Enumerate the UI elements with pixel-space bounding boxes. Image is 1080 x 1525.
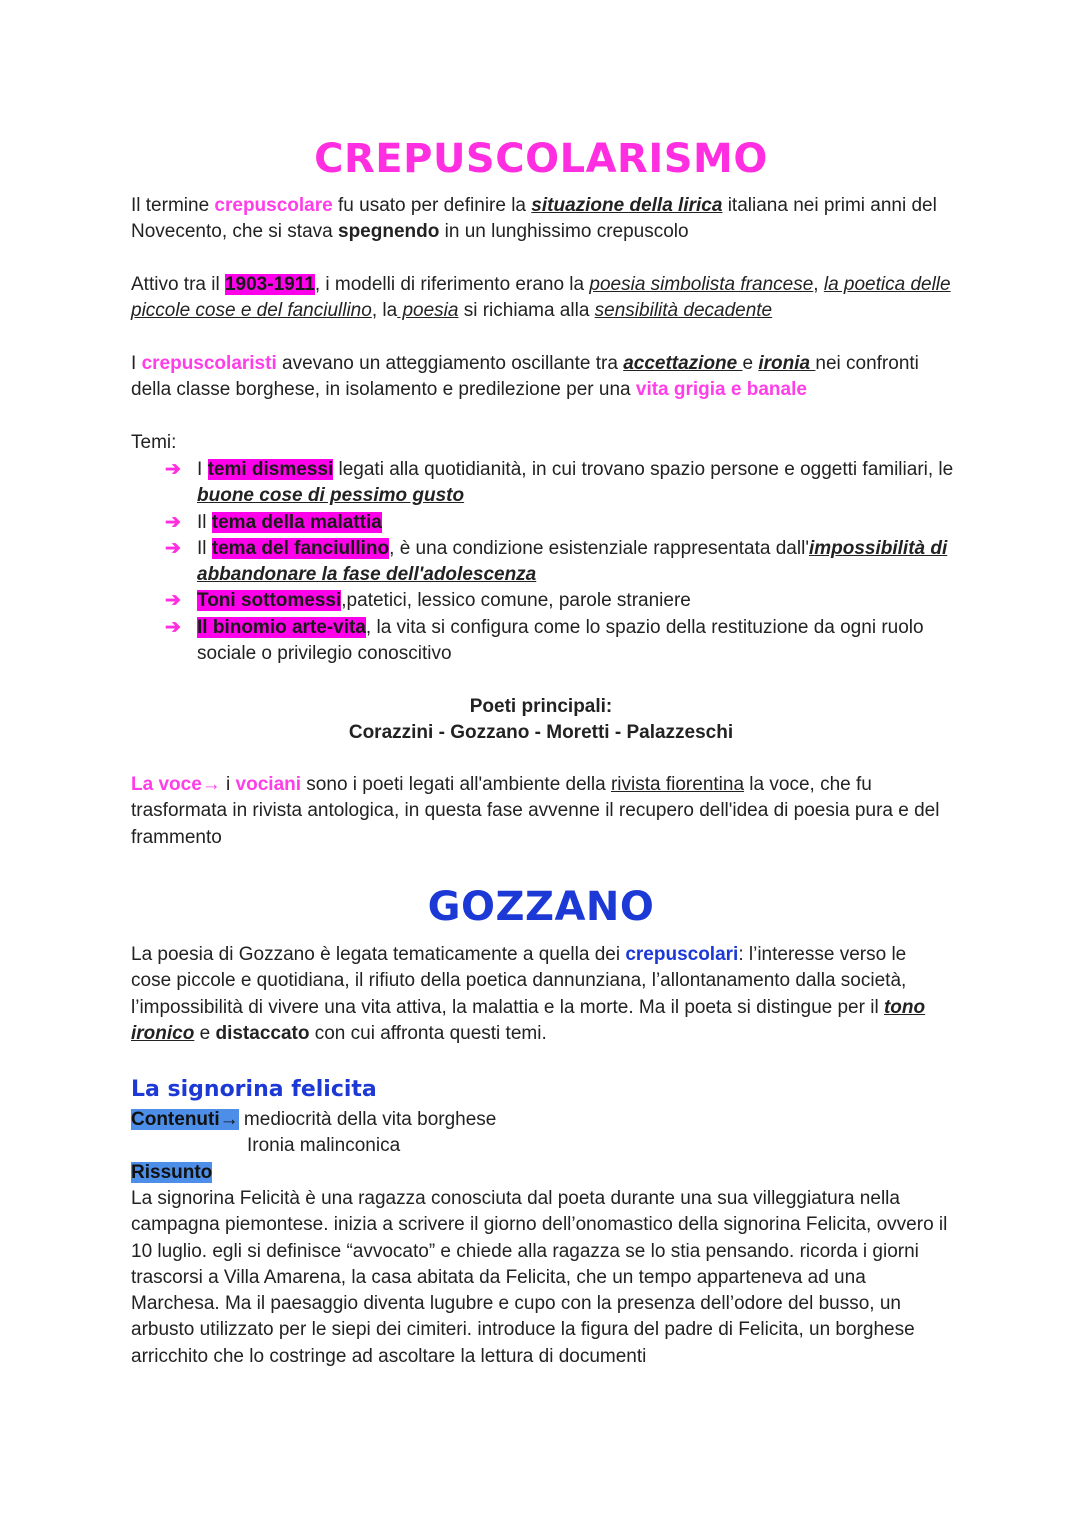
- list-item: ➔ I temi dismessi legati alla quotidianità, in cui trovano spazio persone e oggetti familiari, le buone cose di pessimo gusto: [165, 459, 954, 507]
- arrow-icon: →: [201, 774, 221, 795]
- title-gozzano: GOZZANO: [427, 884, 655, 930]
- arrow-bullet-icon: ➔: [165, 459, 181, 480]
- term-crepuscolare: crepuscolare: [214, 195, 333, 216]
- arrow-bullet-icon: ➔: [165, 537, 181, 559]
- label-contenuti: Contenuti: [131, 1109, 220, 1130]
- list-item: ➔ Toni sottomessi,patetici, lessico comune, parole straniere: [165, 588, 955, 614]
- poets-names: Corazzini - Gozzano - Moretti - Palazzeschi: [348, 722, 734, 743]
- list-item: ➔ Il tema della malattia: [165, 510, 955, 536]
- arrow-bullet-icon: ➔: [165, 616, 181, 638]
- list-item: ➔ Il binomio arte-vita, la vita si configura come lo spazio della restituzione da ogni ruolo sociale o privilegio conoscitivo: [165, 616, 924, 665]
- themes-list: [165, 457, 955, 667]
- paragraph-period: Attivo tra il 1903-1911, i modelli di riferimento erano la poesia simbolista francese, la poetica delle piccole cose e del fanciullino, la poesia si richiama alla sensibilità decadente: [131, 274, 951, 322]
- paragraph-rissunto: La signorina Felicità è una ragazza conosciuta dal poeta durante una sua villeggiatura nella campagna piemontese. inizia a scrivere il giorno dell’onomastico della signorina Felicita, ovvero il 10 luglio. egli si definisce “avvocato” e chiede alla ragazza se lo stia pensando. ricorda i giorni trascorsi a Villa Amarena, la casa abitata da Felicita, che un tempo apparteneva ad una Marchesa. Ma il paesaggio diventa lugubre e cupo con la presenza dell’odore del busso, un arbusto utilizzato per le siepi dei cimiteri. introduce la figura del padre di Felicita, un borghese arricchito che lo costringe ad ascoltare la lettura di documenti: [131, 1188, 948, 1367]
- arrow-icon: →: [219, 1109, 239, 1130]
- rissunto-label-line: [131, 1160, 951, 1186]
- paragraph-attitude: I crepuscolaristi avevano un atteggiamento oscillante tra accettazione e ironia nei confronti della classe borghese, in isolamento e predilezione per una vita grigia e banale: [131, 353, 919, 401]
- subtitle-signorina-felicita: La signorina felicita: [131, 1077, 377, 1102]
- paragraph-la-voce: La voce→ i vociani sono i poeti legati all'ambiente della rivista fiorentina la voce, che fu trasformata in rivista antologica, in questa fase avvenne il recupero dell'idea di poesia pura e del frammento: [131, 774, 940, 848]
- highlight-dates: 1903-1911: [224, 274, 315, 295]
- paragraph-gozzano: La poesia di Gozzano è legata tematicamente a quella dei crepuscolari: l’interesse verso le cose piccole e quotidiana, il rifiuto della poetica dannunziana, l’allontanamento dalla società, l’impossibilità di vivere una vita attiva, la malattia e la morte. Ma il poeta si distingue per il tono ironico e distaccato con cui affronta questi temi.: [131, 944, 926, 1044]
- title-crepuscolarismo: CREPUSCOLARISMO: [314, 136, 768, 182]
- label-rissunto: Rissunto: [131, 1162, 213, 1183]
- arrow-bullet-icon: ➔: [165, 511, 181, 533]
- contenuti-line-2: Ironia malinconica: [247, 1135, 401, 1156]
- paragraph-intro: Il termine crepuscolare fu usato per definire la situazione della lirica italiana nei primi anni del Novecento, che si stava spegnendo in un lunghissimo crepuscolo: [131, 195, 937, 243]
- list-item: ➔ Il tema del fanciullino, è una condizione esistenziale rappresentata dall'impossibilità di abbandonare la fase dell'adolescenza: [165, 537, 948, 586]
- arrow-bullet-icon: ➔: [165, 590, 181, 612]
- contenuti-line: Contenuti→ mediocrità della vita borghese: [131, 1109, 497, 1130]
- poets-heading: Poeti principali:: [469, 696, 613, 717]
- themes-label: Temi:: [131, 432, 177, 453]
